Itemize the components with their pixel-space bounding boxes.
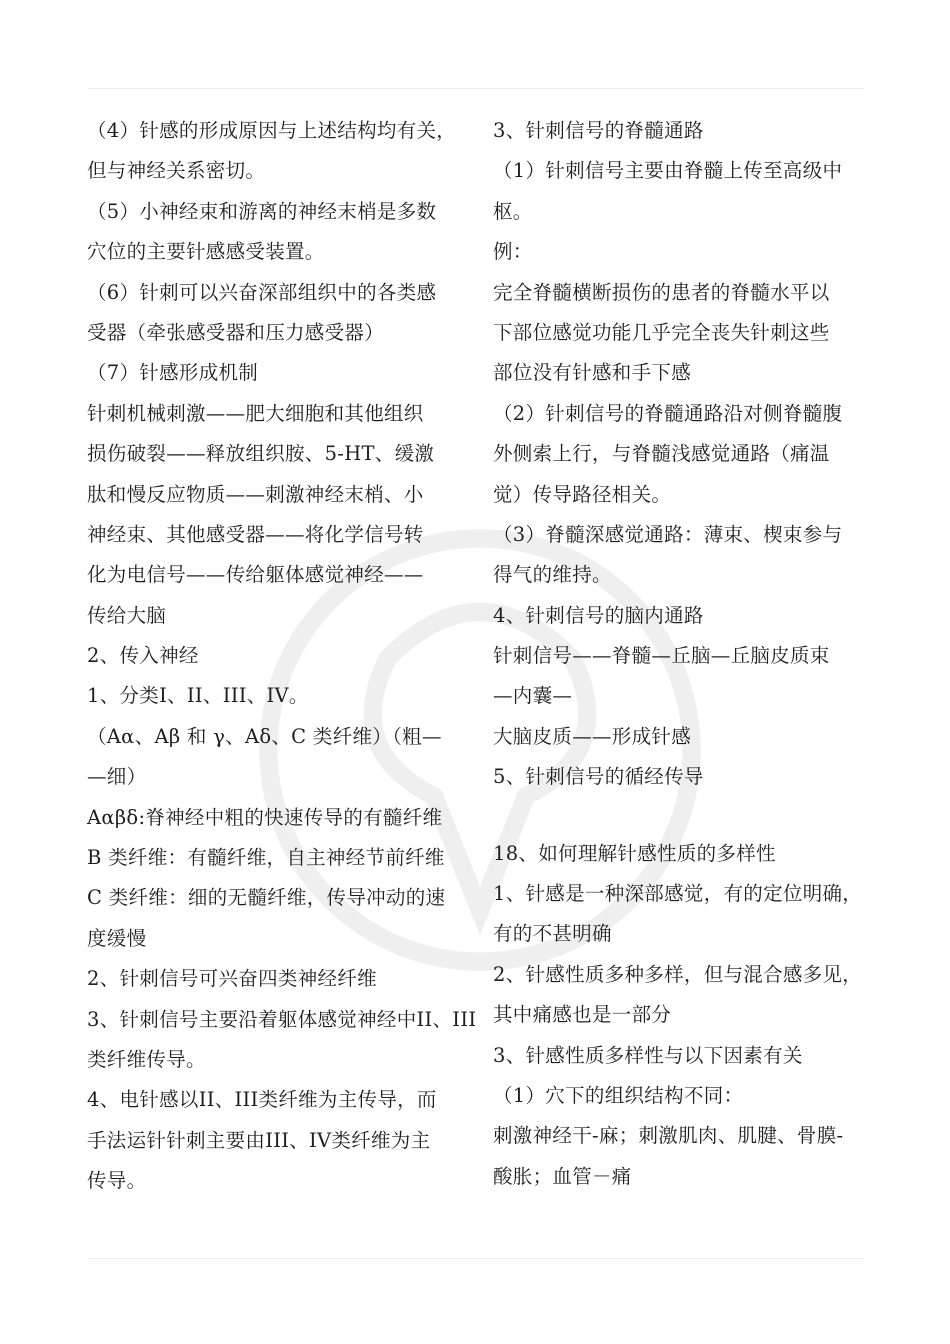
text-line: —细） (87, 765, 147, 789)
text-line: 得气的维持。 (493, 563, 612, 587)
text-line: （1）穴下的组织结构不同： (493, 1083, 744, 1107)
text-line: 觉）传导路径相关。 (493, 482, 672, 506)
text-line: 2、针感性质多种多样，但与混合感多见， (493, 962, 863, 986)
text-line: 部位没有针感和手下感 (493, 361, 692, 385)
right-column (493, 111, 865, 1197)
text-line: 传给大脑 (87, 603, 167, 627)
text-line: 4、电针感以II、III类纤维为主传导，而 (87, 1088, 437, 1112)
text-line: 刺激神经干-麻；刺激肌肉、肌腱、骨膜- (493, 1124, 844, 1148)
text-line: 1、分类I、II、III、IV。 (87, 684, 309, 708)
text-line: （6）针刺可以兴奋深部组织中的各类感 (87, 280, 437, 304)
text-line: 穴位的主要针感感受装置。 (87, 240, 325, 264)
text-line: 外侧索上行，与脊髓浅感觉通路（痛温 (493, 442, 830, 466)
text-line: 其中痛感也是一部分 (493, 1003, 672, 1027)
text-line: 1、针感是一种深部感觉，有的定位明确， (493, 882, 863, 906)
text-line: 4、针刺信号的脑内通路 (493, 603, 704, 627)
text-line: Aαβδ:脊神经中粗的快速传导的有髓纤维 (87, 805, 443, 829)
left-column (87, 111, 482, 1202)
text-line: （4）针感的形成原因与上述结构均有关， (87, 119, 457, 142)
text-line: （Aα、Aβ 和 γ、Aδ、C 类纤维）（粗— (87, 724, 442, 748)
text-line: （2）针刺信号的脊髓通路沿对侧脊髓腹 (493, 401, 843, 425)
text-line: （3）脊髓深感觉通路：薄束、楔束参与 (493, 522, 843, 546)
text-line: 传导。 (87, 1169, 147, 1193)
text-line: 神经束、其他感受器——将化学信号转 (87, 522, 424, 546)
text-line: 但与神经关系密切。 (87, 159, 266, 183)
text-line: 针刺信号——脊髓—丘脑—丘脑皮质束 (493, 644, 830, 668)
text-line: 3、针刺信号的脊髓通路 (493, 119, 704, 142)
text-line: —内囊— (493, 684, 573, 708)
text-line: 枢。 (493, 199, 533, 223)
section-gap (493, 798, 865, 834)
text-line: 有的不甚明确 (493, 922, 612, 946)
text-line: 2、针刺信号可兴奋四类神经纤维 (87, 967, 377, 991)
text-line: 大脑皮质——形成针感 (493, 724, 691, 748)
header-rule (88, 88, 864, 89)
text-line: 酸胀；血管－痛 (493, 1164, 632, 1188)
text-line: 类纤维传导。 (87, 1047, 206, 1071)
text-line: 18、如何理解针感性质的多样性 (493, 841, 776, 865)
text-line: 度缓慢 (87, 926, 147, 950)
text-line: 下部位感觉功能几乎完全丧失针刺这些 (493, 320, 830, 344)
text-line: 针刺机械刺激——肥大细胞和其他组织 (87, 401, 424, 425)
text-line: 肽和慢反应物质——刺激神经末梢、小 (87, 482, 424, 506)
text-line: 完全脊髓横断损伤的患者的脊髓水平以 (493, 280, 830, 304)
text-line: C 类纤维：细的无髓纤维，传导冲动的速 (87, 886, 446, 910)
text-line: 5、针刺信号的循经传导 (493, 765, 704, 789)
text-line: （7）针感形成机制 (87, 361, 259, 385)
text-line: 手法运针针刺主要由III、IV类纤维为主 (87, 1128, 431, 1152)
text-line: 受器（牵张感受器和压力感受器） (87, 320, 385, 344)
text-line: 2、传入神经 (87, 644, 199, 668)
text-line: 化为电信号——传给躯体感觉神经—— (87, 563, 424, 587)
text-line: （1）针刺信号主要由脊髓上传至高级中 (493, 159, 843, 183)
text-line: B 类纤维：有髓纤维，自主神经节前纤维 (87, 846, 445, 870)
text-line: 损伤破裂——释放组织胺、5-HT、缓激 (87, 442, 435, 466)
text-line: 例： (493, 240, 533, 264)
text-line: 3、针感性质多样性与以下因素有关 (493, 1043, 803, 1067)
text-line: （5）小神经束和游离的神经末梢是多数 (87, 199, 437, 223)
text-line: 3、针刺信号主要沿着躯体感觉神经中II、III (87, 1007, 477, 1031)
footer-rule (88, 1258, 864, 1259)
